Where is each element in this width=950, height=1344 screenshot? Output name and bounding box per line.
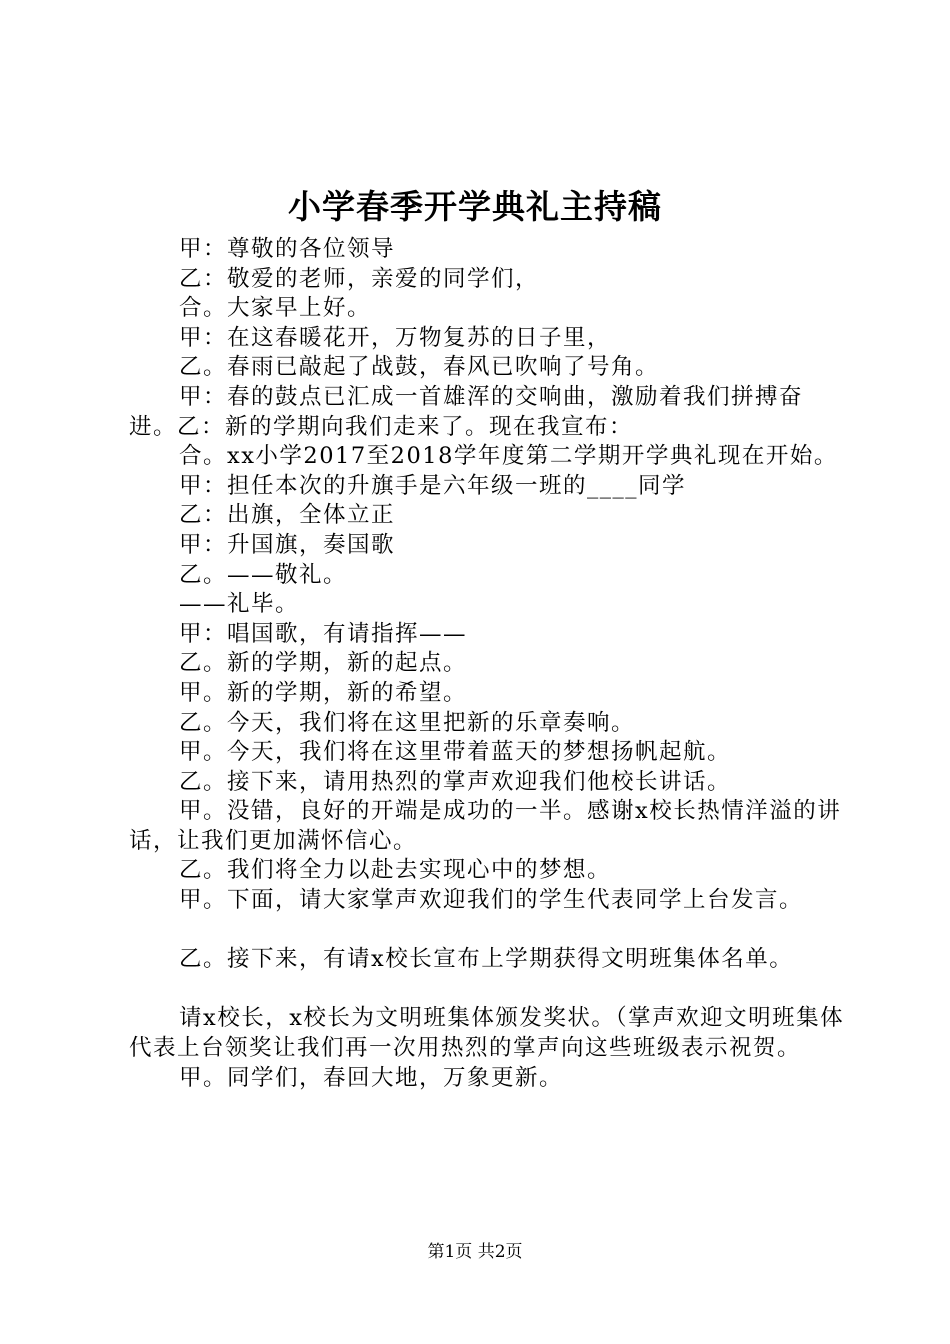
paragraph: 甲。下面，请大家掌声欢迎我们的学生代表同学上台发言。: [179, 887, 804, 914]
paragraph: 乙：出旗，全体立正: [179, 502, 396, 529]
paragraph: 合。xx小学2017至2018学年度第二学期开学典礼现在开始。: [179, 443, 838, 470]
paragraph: 乙。接下来，有请x校长宣布上学期获得文明班集体名单。: [179, 946, 794, 973]
paragraph: 合。大家早上好。: [179, 295, 372, 322]
document-body: [129, 235, 849, 1093]
paragraph: 乙。今天，我们将在这里把新的乐章奏响。: [179, 709, 636, 736]
paragraph: 甲：春的鼓点已汇成一首雄浑的交响曲，激励着我们拼搏奋进。乙：新的学期向我们走来了。现在我宣布：: [129, 383, 804, 440]
paragraph: 甲：升国旗，奏国歌: [179, 531, 396, 558]
paragraph: 甲。没错，良好的开端是成功的一半。感谢x校长热情洋溢的讲话，让我们更加满怀信心。: [129, 798, 842, 854]
page-footer: 第1页 共2页: [427, 1242, 523, 1262]
paragraph: 请x校长，x校长为文明班集体颁发奖状。（掌声欢迎文明班集体代表上台领奖让我们再一次用热烈的掌声向这些班级表示祝贺。: [129, 1005, 845, 1062]
paragraph: 甲。今天，我们将在这里带着蓝天的梦想扬帆起航。: [179, 739, 732, 766]
paragraph: 乙。——敬礼。: [179, 561, 348, 588]
paragraph: 甲：尊敬的各位领导: [179, 236, 396, 262]
paragraph: 乙。我们将全力以赴去实现心中的梦想。: [179, 857, 612, 884]
paragraph: 乙。春雨已敲起了战鼓，春风已吹响了号角。: [179, 354, 660, 381]
paragraph: ——礼毕。: [179, 591, 300, 618]
paragraph: 甲：担任本次的升旗手是六年级一班的____同学: [179, 472, 687, 499]
paragraph: 乙。接下来，请用热烈的掌声欢迎我们他校长讲话。: [179, 768, 732, 795]
paragraph: 甲。同学们，春回大地，万象更新。: [179, 1064, 564, 1091]
paragraph: 甲：唱国歌，有请指挥——: [179, 620, 468, 647]
paragraph: 乙：敬爱的老师，亲爱的同学们，: [179, 265, 540, 292]
paragraph: 甲：在这春暖花开，万物复苏的日子里，: [179, 324, 612, 351]
paragraph: 甲。新的学期，新的希望。: [179, 679, 468, 706]
paragraph: 乙。新的学期，新的起点。: [179, 650, 468, 677]
document-title: 小学春季开学典礼主持稿: [288, 187, 662, 226]
